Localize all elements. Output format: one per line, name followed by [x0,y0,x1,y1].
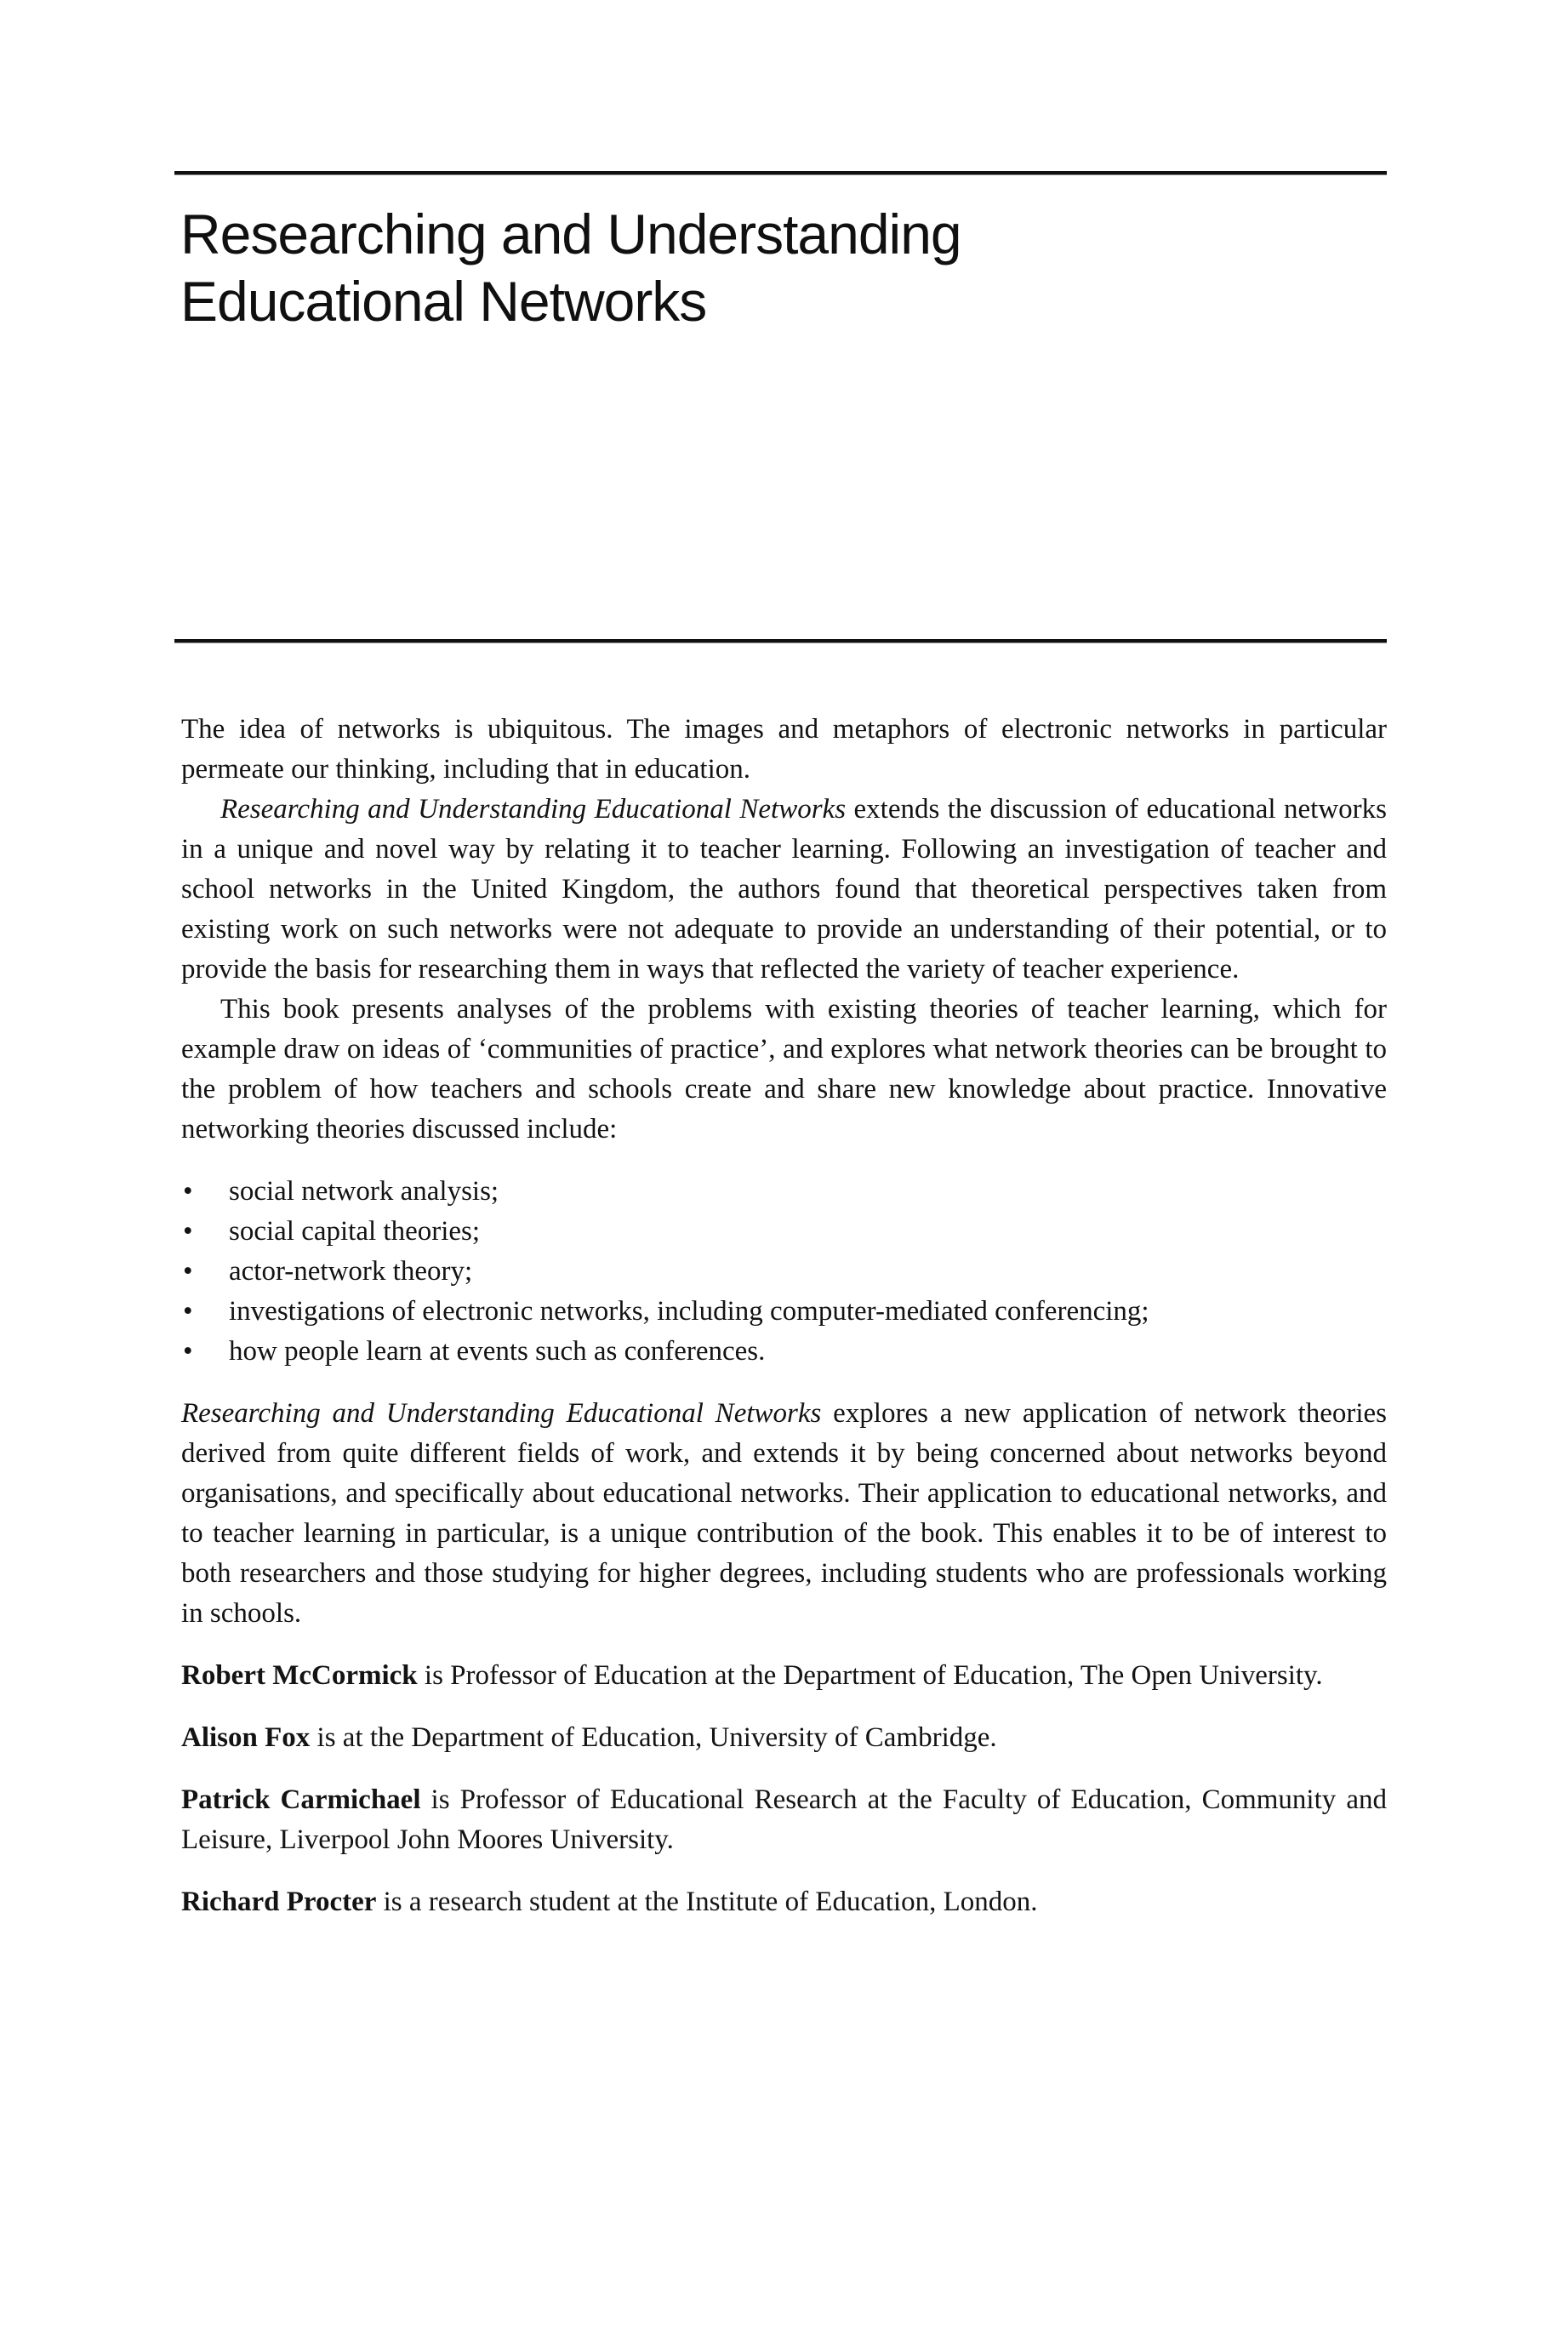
author-bio-fox [181,1718,1387,1758]
book-title-italic: Researching and Understanding Educational Networks [181,1398,822,1429]
book-title [180,201,961,335]
author-bio-text: is Professor of Educational Research at the Faculty of Education, Community and Leisure, Liverpool John Moores University. [181,1784,1387,1855]
book-title-italic: Researching and Understanding Educational Networks [220,794,847,825]
author-name: Robert McCormick [181,1660,418,1691]
list-item [181,1212,1387,1252]
bullet-icon: • [183,1216,193,1247]
book-blurb [181,710,1387,1922]
paragraph-this-book-text: This book presents analyses of the problems with existing theories of teacher learning, which for example draw on ideas of ‘communities of practice’, and explores what network theories can be brought to the problem of how teachers and schools create and share new knowledge about practice. Innovative networking theories discussed include: [181,994,1387,1145]
author-name: Alison Fox [181,1722,311,1753]
book-title-line-1: Researching and Understanding [180,203,961,265]
list-item-text: social network analysis; [229,1176,499,1207]
author-bio-mccormick [181,1656,1387,1696]
list-item [181,1332,1387,1372]
author-bio-text: is a research student at the Institute of Education, London. [376,1887,1038,1917]
list-item-text: social capital theories; [229,1216,481,1247]
paragraph-explores-text: explores a new application of network theories derived from quite different fields of work, and extends it by being concerned about networks beyond organisations, and specifically about educational networks. Their application to educational networks, and to teacher learning in particular, is a unique contribution of the book. This enables it to be of interest to both researchers and those studying for higher degrees, including students who are professionals working in schools. [181,1398,1387,1629]
paragraph-intro [181,710,1387,790]
theories-list [181,1172,1387,1372]
book-title-line-2: Educational Networks [180,270,707,333]
list-item [181,1252,1387,1292]
paragraph-extends [181,790,1387,990]
list-item [181,1292,1387,1332]
paragraph-intro-text: The idea of networks is ubiquitous. The images and metaphors of electronic networks in particular permeate our thinking, including that in education. [181,714,1387,785]
author-bio-text: is at the Department of Education, University of Cambridge. [310,1722,997,1753]
author-name: Richard Procter [181,1887,377,1917]
bullet-icon: • [183,1256,193,1287]
author-name: Patrick Carmichael [181,1784,421,1815]
paragraph-this-book [181,990,1387,1150]
divider-rule [174,639,1387,643]
list-item-text: actor-network theory; [229,1256,473,1287]
list-item-text: how people learn at events such as conferences. [229,1336,766,1367]
list-item-text: investigations of electronic networks, including computer-mediated conferencing; [229,1296,1149,1327]
paragraph-explores [181,1394,1387,1634]
author-bio-text: is Professor of Education at the Department of Education, The Open University. [417,1660,1323,1691]
bullet-icon: • [183,1336,193,1367]
top-rule [174,171,1387,175]
bullet-icon: • [183,1296,193,1327]
paragraph-extends-text: extends the discussion of educational networks in a unique and novel way by relating it to teacher learning. Following an investigation of teacher and school networks in the United Kingdom, the authors found that theoretical perspectives taken from existing work on such networks were not adequate to provide an understanding of their potential, or to provide the basis for researching them in ways that reflected the variety of teacher experience. [181,794,1387,985]
author-bio-procter [181,1882,1387,1922]
author-bio-carmichael [181,1780,1387,1860]
list-item [181,1172,1387,1212]
bullet-icon: • [183,1176,193,1207]
